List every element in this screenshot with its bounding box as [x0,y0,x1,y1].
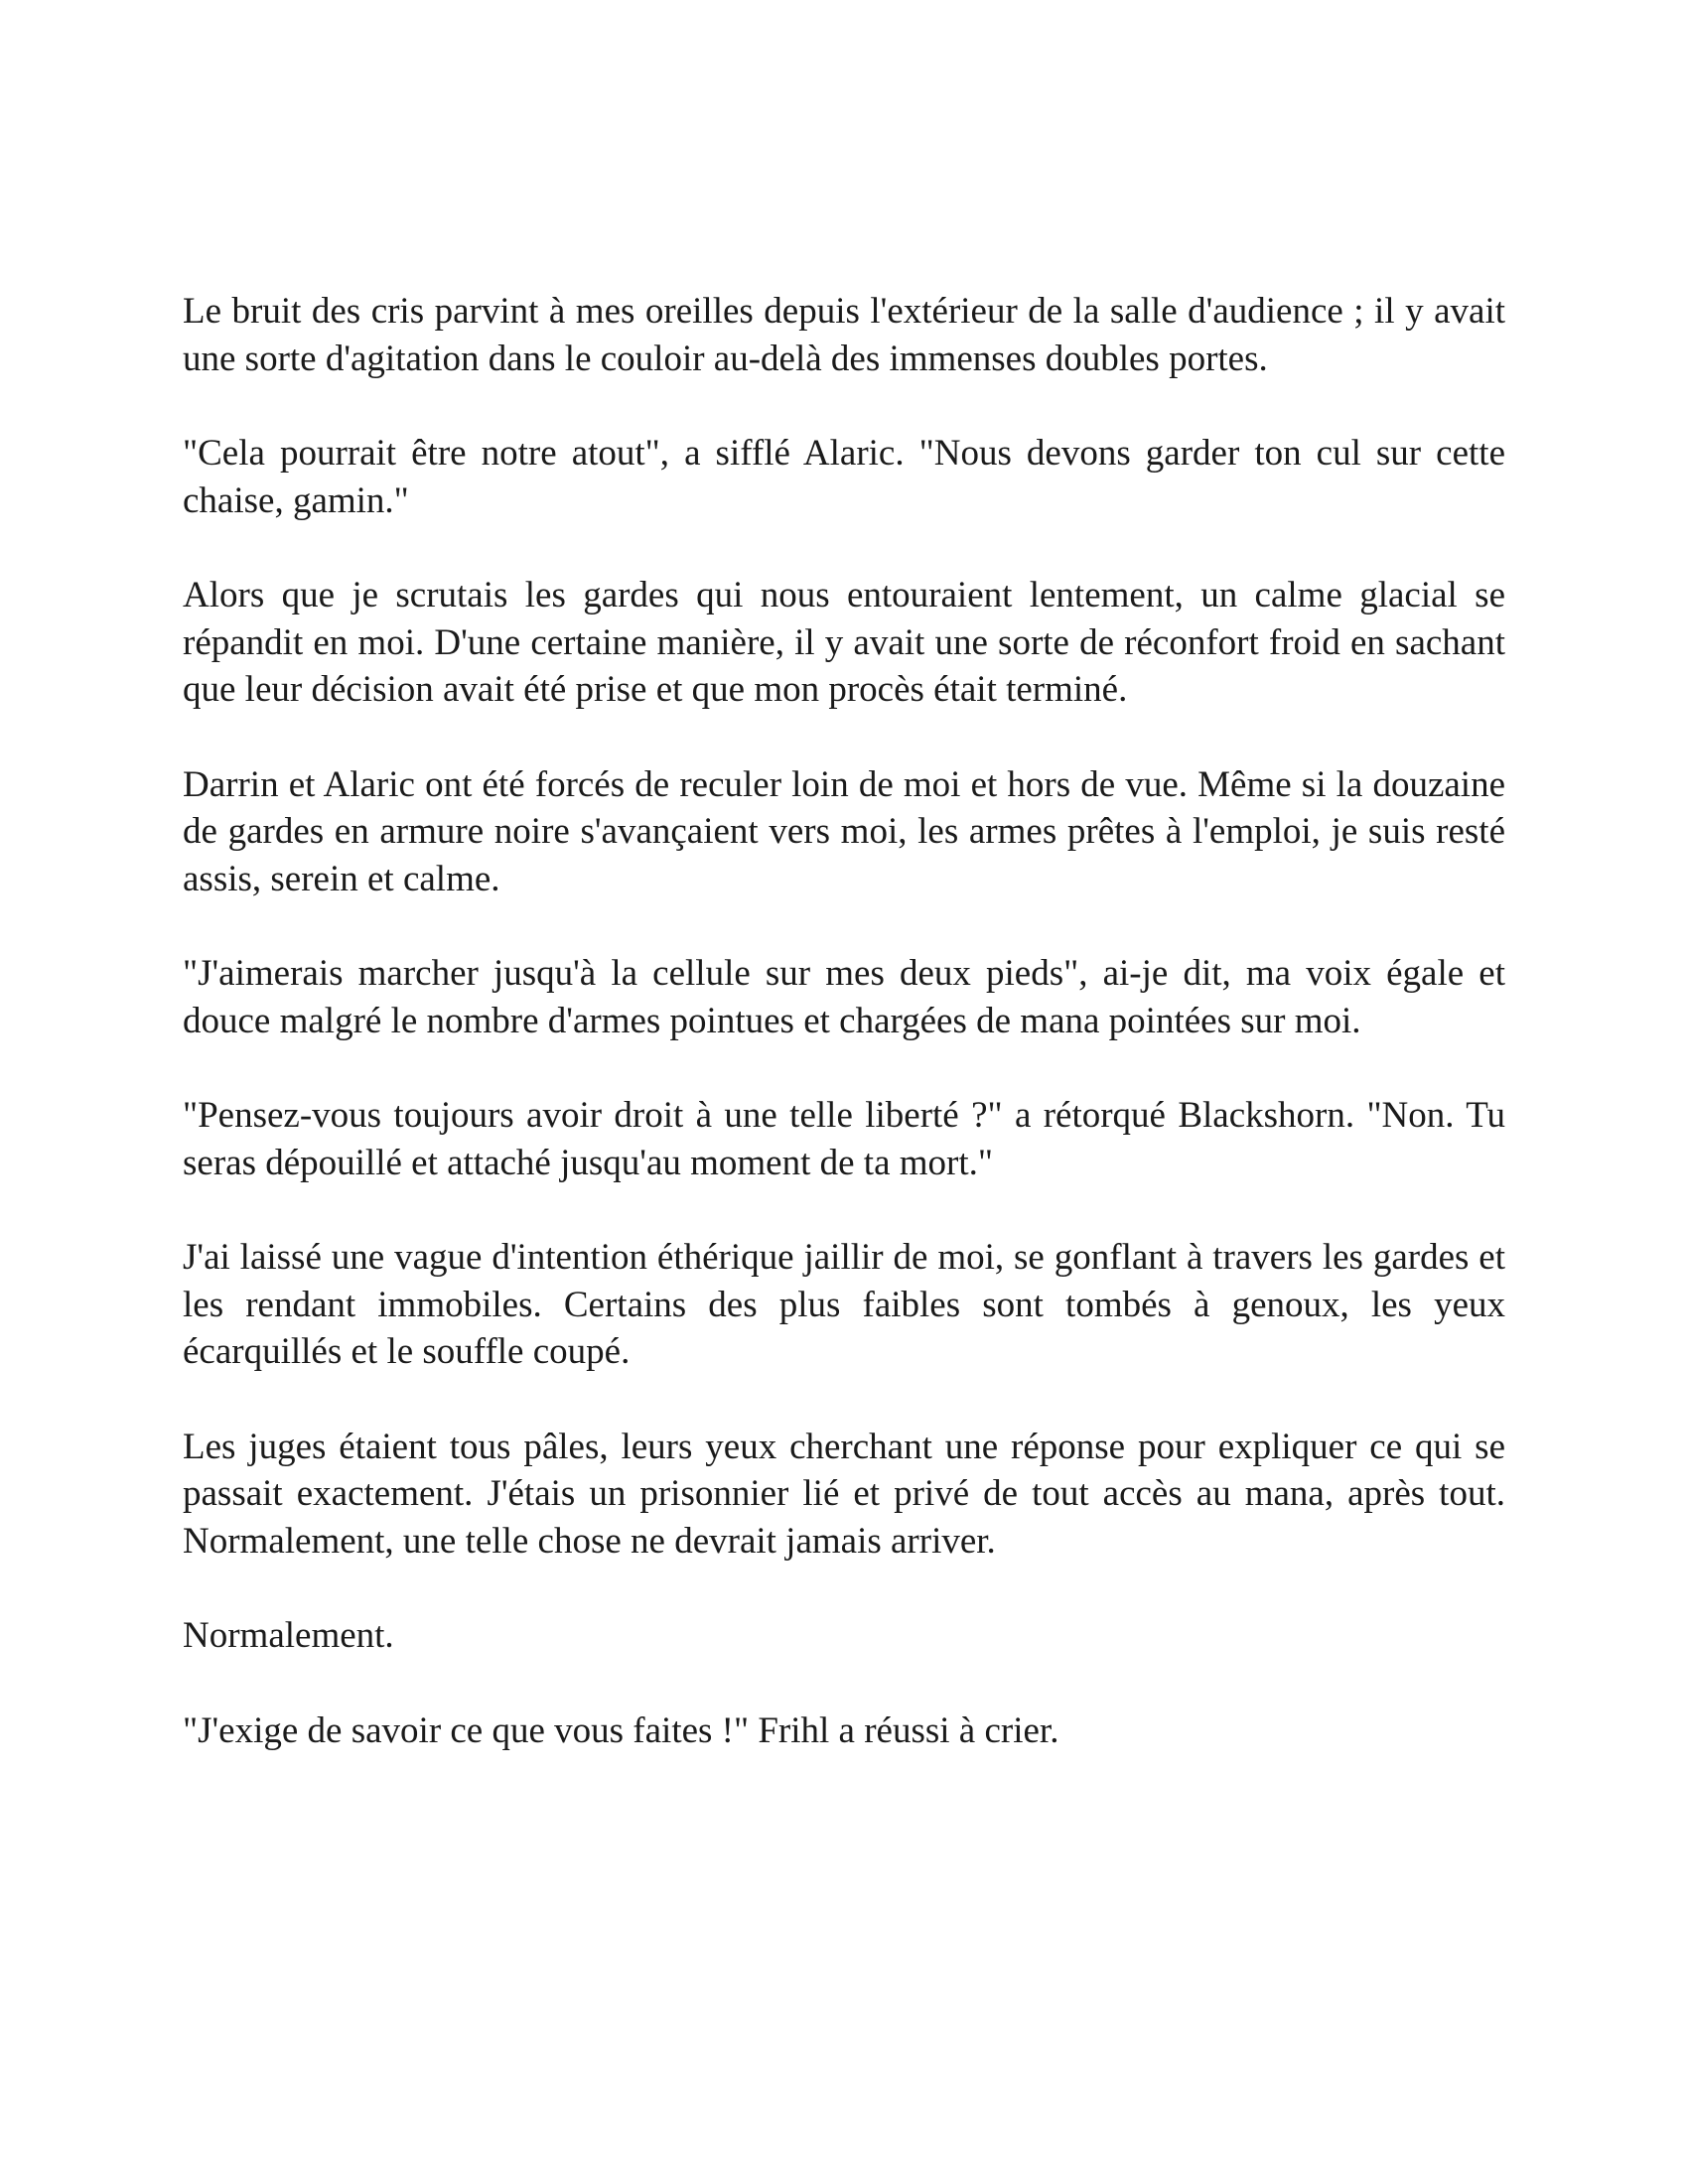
paragraph-3: Alors que je scrutais les gardes qui nous entouraient lentement, un calme glacial se répandit en moi. D'une certaine manière, il y avait une sorte de réconfort froid en sachant que leur décision avait été prise et que mon procès était terminé. [183,575,1505,710]
paragraph-9: Normalement. [183,1615,394,1656]
paragraph-2: "Cela pourrait être notre atout", a sifflé Alaric. "Nous devons garder ton cul sur cette chaise, gamin." [183,433,1505,521]
paragraph-8: Les juges étaient tous pâles, leurs yeux cherchant une réponse pour expliquer ce qui se passait exactement. J'étais un prisonnier lié et privé de tout accès au mana, après tout. Normalement, une telle chose ne devrait jamais arriver. [183,1426,1505,1562]
body-text [183,288,1505,1802]
paragraph-1: Le bruit des cris parvint à mes oreilles depuis l'extérieur de la salle d'audience ; il y avait une sorte d'agitation dans le couloir au-delà des immenses doubles portes. [183,291,1505,379]
paragraph-5: "J'aimerais marcher jusqu'à la cellule sur mes deux pieds", ai-je dit, ma voix égale et douce malgré le nombre d'armes pointues et chargées de mana pointées sur moi. [183,953,1505,1041]
paragraph-4: Darrin et Alaric ont été forcés de reculer loin de moi et hors de vue. Même si la douzaine de gardes en armure noire s'avançaient vers moi, les armes prêtes à l'emploi, je suis resté assis, serein et calme. [183,763,1505,899]
paragraph-10: "J'exige de savoir ce que vous faites !" Frihl a réussi à crier. [183,1709,1059,1751]
paragraph-7: J'ai laissé une vague d'intention éthérique jaillir de moi, se gonflant à travers les gardes et les rendant immobiles. Certains des plus faibles sont tombés à genoux, les yeux écarquillés et le souffle coupé. [183,1237,1505,1372]
paragraph-6: "Pensez-vous toujours avoir droit à une telle liberté ?" a rétorqué Blackshorn. "Non. Tu seras dépouillé et attaché jusqu'au moment de ta mort." [183,1095,1505,1183]
